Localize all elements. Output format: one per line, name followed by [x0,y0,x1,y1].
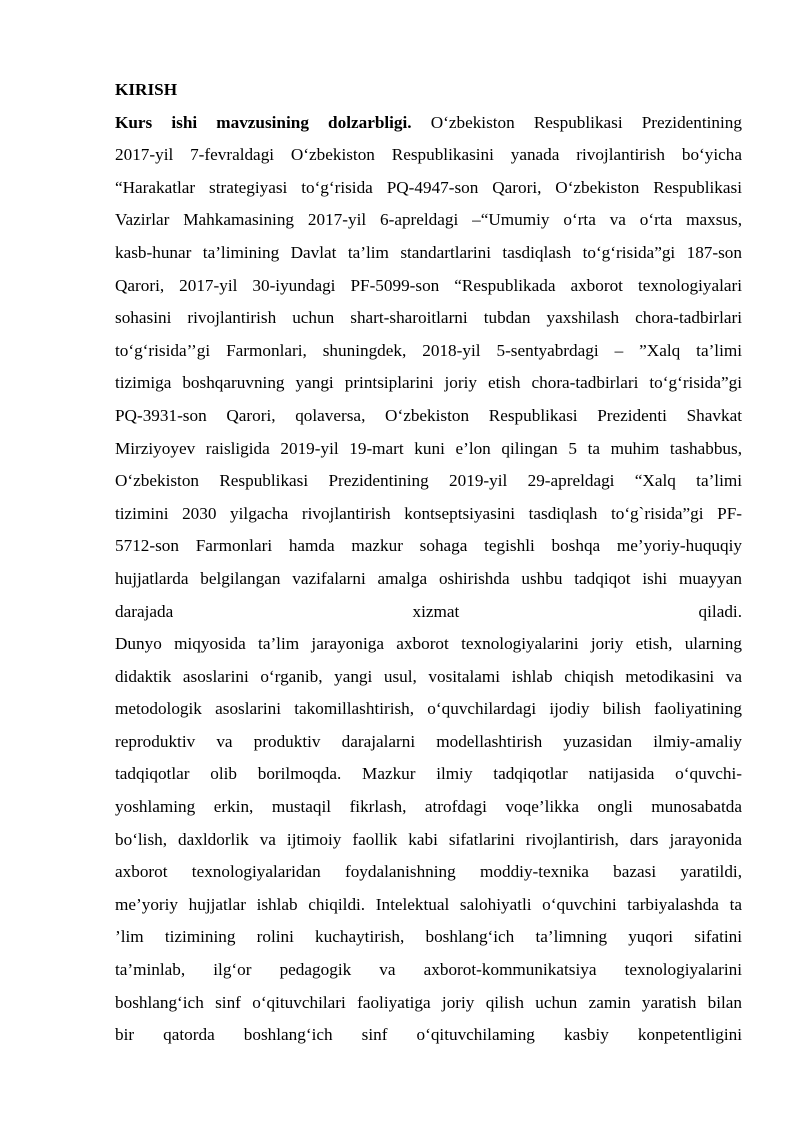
paragraph-line: kasb-hunar ta’limining Davlat ta’lim standartlarini tasdiqlash to‘g‘risida”gi 187-son [115,242,742,262]
line-text: O‘zbekiston Respublikasi Prezidentining [411,112,742,132]
paragraph-line [115,107,742,140]
paragraph-relevance [115,107,742,629]
paragraph-line: 5712-son Farmonlari hamda mazkur sohaga tegishli boshqa me’yoriy-huquqiy [115,536,742,556]
paragraph-line: hujjatlarda belgilangan vazifalarni amalga oshirishda ushbu tadqiqot ishi muayyan [115,568,742,588]
paragraph-line: tadqiqotlar olib borilmoqda. Mazkur ilmiy tadqiqotlar natijasida o‘quvchi- [115,764,742,784]
paragraph-world-context [115,628,742,1052]
paragraph-line: 2017-yil 7-fevraldagi O‘zbekiston Respublikasini yanada rivojlantirish bo‘yicha [115,145,742,165]
paragraph-line: Mirziyoyev raisligida 2019-yil 19-mart kuni e’lon qilingan 5 ta muhim tashabbus, [115,438,742,458]
paragraph-line: ’lim tizimining rolini kuchaytirish, boshlang‘ich ta’limning yuqori sifatini [115,927,742,947]
paragraph-line: tizimini 2030 yilgacha rivojlantirish kontseptsiyasini tasdiqlash to‘g`risida”gi PF- [115,503,742,523]
paragraph-line: PQ-3931-son Qarori, qolaversa, O‘zbekiston Respublikasi Prezidenti Shavkat [115,405,742,425]
paragraph-line: reproduktiv va produktiv darajalarni modellashtirish yuzasidan ilmiy-amaliy [115,731,742,751]
paragraph-line: ta’minlab, ilg‘or pedagogik va axborot-kommunikatsiya texnologiyalarini [115,960,742,980]
paragraph-line: bo‘lish, daxldorlik va ijtimoiy faollik kabi sifatlarini rivojlantirish, dars jarayonida [115,829,742,849]
paragraph-line: me’yoriy hujjatlar ishlab chiqildi. Intelektual salohiyatli o‘quvchini tarbiyalashda ta [115,894,742,914]
paragraph-line: darajada xizmat qiladi. [115,601,742,621]
paragraph-line: sohasini rivojlantirish uchun shart-sharoitlarni tubdan yaxshilash chora-tadbirlari [115,308,742,328]
paragraph-line: O‘zbekiston Respublikasi Prezidentining 2019-yil 29-apreldagi “Xalq ta’limi [115,471,742,491]
paragraph-line: bir qatorda boshlang‘ich sinf o‘qituvchilaming kasbiy konpetentligini [115,1025,742,1045]
paragraph-line: to‘g‘risida’’gi Farmonlari, shuningdek, 2018-yil 5-sentyabrdagi – ”Xalq ta’limi [115,340,742,360]
paragraph-line: metodologik asoslarini takomillashtirish, o‘quvchilardagi ijodiy bilish faoliyatining [115,699,742,719]
paragraph-line: axborot texnologiyalaridan foydalanishning moddiy-texnika bazasi yaratildi, [115,862,742,882]
section-heading: KIRISH [115,80,178,99]
paragraph-line: yoshlaming erkin, mustaqil fikrlash, atrofdagi voqe’likka ongli munosabatda [115,797,742,817]
paragraph-line: Dunyo miqyosida ta’lim jarayoniga axborot texnologiyalarini joriy etish, ularning [115,634,742,654]
lead-phrase: Kurs ishi mavzusining dolzarbligi. [115,112,412,132]
paragraph-line: Vazirlar Mahkamasining 2017-yil 6-apreldagi –“Umumiy o‘rta va o‘rta maxsus, [115,210,742,230]
paragraph-line: didaktik asoslarini o‘rganib, yangi usul, vositalami ishlab chiqish metodikasini va [115,666,742,686]
paragraph-line: “Harakatlar strategiyasi to‘g‘risida PQ-4947-son Qarori, O‘zbekiston Respublikasi [115,177,742,197]
paragraph-line: tizimiga boshqaruvning yangi printsiplarini joriy etish chora-tadbirlari to‘g‘risida”gi [115,373,742,393]
paragraph-line: boshlang‘ich sinf o‘qituvchilari faoliyatiga joriy qilish uchun zamin yaratish bilan [115,992,742,1012]
paragraph-line: Qarori, 2017-yil 30-iyundagi PF-5099-son “Respublikada axborot texnologiyalari [115,275,742,295]
document-page [115,74,742,1052]
